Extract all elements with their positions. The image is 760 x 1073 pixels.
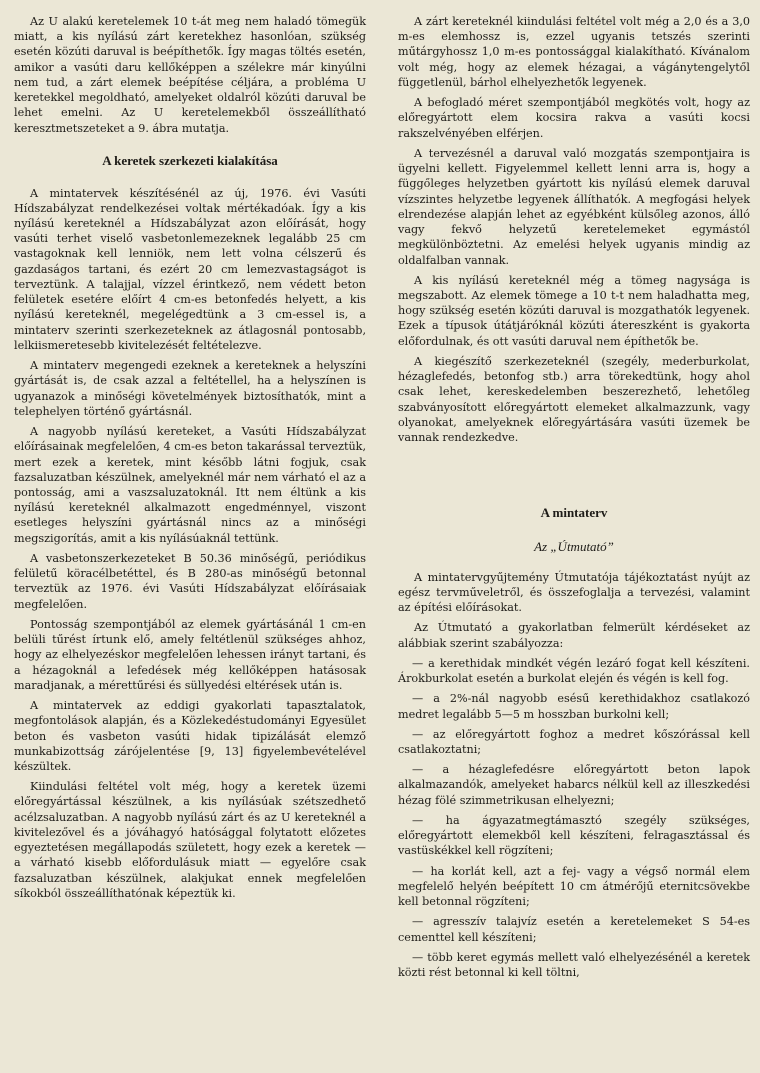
- left-column: [14, 14, 366, 1073]
- subsection-heading: Az „Útmutató”: [534, 539, 614, 554]
- paragraph: A tervezésnél a daruval való mozgatás szempontjaira is ügyelni kellett. Figyelemmel kellett lenni arra is, hogy a függőleges helyzetben gyártott kis nyílású elemek daruval vízszintes helyzetbe legyenek állíthatók. A megfogási helyek elrendezése alapján lehet az egyébként külsőleg azonos, álló vagy fekvő helyzetű keretelemeket egymástól megkülönböztetni. Az emelési helyek ugyanis mindig az oldalfalban vannak.: [398, 146, 750, 267]
- paragraph: A nagyobb nyílású kereteket, a Vasúti Hídszabályzat előírásainak megfelelően, 4 cm-es beton takarással terveztük, mert ezek a keretek, mint később látni fogjuk, csak fazsaluzatban készülnek, amelyeknél már nem várható el az a pontosság, ami a vaszsaluzatoknál. Itt nem éltünk a kis nyílású kereteknél alkalmazott engedménnyel, viszont esetleges helyszíni gyártásnál nincs az a minőségi megszigorítás, amit a kis nyílásúaknál tettünk.: [14, 425, 366, 545]
- list-item: — ha ágyazatmegtámasztó szegély szükséges, előregyártott elemekből kell készíteni, felragasztással és vastüskékkel kell rögzíteni;: [398, 813, 750, 858]
- paragraph: A mintatervgyűjtemény Útmutatója tájékoztatást nyújt az egész tervműveletről, és összefoglalja a tervezési, valamint az építési előírásokat.: [398, 570, 750, 615]
- right-column: [398, 14, 750, 1073]
- list-item: — agresszív talajvíz esetén a keretelemeket S 54-es cementtel kell készíteni;: [398, 915, 750, 944]
- list-item: — az előregyártott foghoz a medret kőszórással kell csatlakoztatni;: [398, 727, 750, 757]
- paragraph: A mintatervek az eddigi gyakorlati tapasztalatok, megfontolások alapján, és a Közlekedéstudományi Egyesület beton és vasbeton vasúti hidak tipizálását elemző munkabizottság zárójelentése [9, 13] figyelembevételével készültek.: [14, 699, 366, 773]
- paragraph: Pontosság szempontjából az elemek gyártásánál 1 cm-en belüli tűrést írtunk elő, amely feltétlenül szükséges ahhoz, hogy az elhelyezéskor megfelelően lehessen irányt tartani, és a hézagoknál a lefedések még kellőképpen hatásosak maradjanak, a mérettűrési és süllyedési eltérések után is.: [14, 617, 366, 692]
- paragraph: A befogladó méret szempontjából megkötés volt, hogy az előregyártott elem kocsira rakva a vasúti kocsi rakszelvényében elférjen.: [398, 96, 750, 140]
- paragraph: A zárt kereteknél kiindulási feltétel volt még a 2,0 és a 3,0 m-es elemhossz is, ezzel ugyanis tetszés szerinti műtárgyhossz 1,0 m-es pontossággal kialakítható. Kívánalom volt még, hogy az elemek hézagai, a vágánytengelytől függetlenül, bárhol elhelyezhetők legyenek.: [398, 15, 750, 89]
- paragraph: Kiindulási feltétel volt még, hogy a keretek üzemi előregyártással készülnek, a kis nyílásúak szétszedhető acélzsaluzatban. A nagyobb nyílású zárt és az U kereteknél a kivitelezővel és a jóváhagyó hatósággal folytatott előzetes egyeztetésen megállapodás született, hogy ezek a keretek — a várható kisebb előfordulásuk miatt — egyelőre csak fazsaluzatban készülnek, alakjukat ennek megfelelően síkokból összeállíthatónak képeztük ki.: [14, 780, 366, 900]
- list-item: — a hézaglefedésre előregyártott beton lapok alkalmazandók, amelyeket habarcs nélkül kell az illeszkedési hézag fölé szimmetrikusan elhelyezni;: [398, 763, 750, 807]
- list-item: — a kerethidak mindkét végén lezáró fogat kell készíteni. Árokburkolat esetén a burkolat elején és végén is kell fog.: [398, 656, 750, 686]
- section-heading: A keretek szerkezeti kialakítása: [102, 152, 278, 168]
- paragraph: Az Útmutató a gyakorlatban felmerült kérdéseket az alábbiak szerint szabályozza:: [398, 621, 750, 650]
- list-item: — a 2%-nál nagyobb esésű kerethidakhoz csatlakozó medret legalább 5—5 m hosszban burkolni kell;: [398, 692, 750, 721]
- list-item: — ha korlát kell, azt a fej- vagy a végső normál elem megfelelő helyén beépített 10 cm átmérőjű eternitcsövekbe kell betonnal rögzíteni;: [398, 864, 750, 909]
- paragraph: Az U alakú keretelemek 10 t-át meg nem haladó tömegük miatt, a kis nyílású zárt keretekhez hasonlóan, szükség esetén közúti daruval is beépíthetők. Így magas töltés esetén, amikor a vasúti daru kellőképpen a szélekre már kinyúlni nem tud, a zárt elemek beépítése céljára, a probléma U keretekkel megoldható, amelyeket oldalról közúti daruval be lehet emelni. Az U keretelemekből összeállítható keresztmetszeteket a 9. ábra mutatja.: [14, 15, 366, 135]
- paragraph: A mintatervek készítésénél az új, 1976. évi Vasúti Hídszabályzat rendelkezései voltak mértékadóak. Így a kis nyílású kereteknél a Hídszabályzat azon előírását, hogy vasúti terhet viselő vasbetonlemezeknek legalább 25 cm vastagoknak kell lenniök, nem lett volna célszerű és gazdaságos tartani, és ezért 20 cm lemezvastagságot is terveztünk. A talajjal, vízzel érintkező, nem védett beton felületek esetére előírt 4 cm-es betonfedés helyett, a kis nyílású kereteknél, megelégedtünk a 3 cm-essel is, a mintaterv szerinti szerkezeteknek az átlagosnál pontosabb, lelkiismeretesebb kivitelezését feltételezve.: [14, 186, 366, 352]
- paragraph: A vasbetonszerkezeteket B 50.36 minőségű, periódikus felületű köracélbetéttel, és B 280-as minőségű betonnal terveztük az 1976. évi Vasúti Hídszabályzat előírásaiak megfelelően.: [14, 551, 366, 611]
- paragraph: A kis nyílású kereteknél még a tömeg nagysága is megszabott. Az elemek tömege a 10 t-t nem haladhatta meg, hogy szükség esetén közúti daruval is mozgathatók legyenek. Ezek a típusok útátjáróknál közúti átereszként is gyakorta előfordulnak, és ott vasúti daruval nem építhetők be.: [398, 273, 750, 348]
- paragraph: A kiegészítő szerkezeteknél (szegély, mederburkolat, hézaglefedés, betonfog stb.) arra törekedtünk, hogy ahol csak lehet, kereskedelemben beszerezhető, lehetőleg szabványosított előregyártott elemeket alkalmazzunk, vagy olyanokat, amelyeknek előregyártására vasúti üzemek be vannak rendezkedve.: [398, 354, 750, 445]
- section-heading: A mintaterv: [540, 505, 608, 521]
- list-item: — több keret egymás mellett való elhelyezésénél a keretek közti rést betonnal ki kell töltni,: [398, 950, 750, 980]
- spacer: [398, 450, 750, 488]
- paragraph: A mintaterv megengedi ezeknek a kereteknek a helyszíni gyártását is, de csak azzal a feltétellel, ha a helyszínen is ugyanazok a minőségi követelmények biztosíthatók, mint a telephelyen történő gyártásnál.: [14, 359, 366, 418]
